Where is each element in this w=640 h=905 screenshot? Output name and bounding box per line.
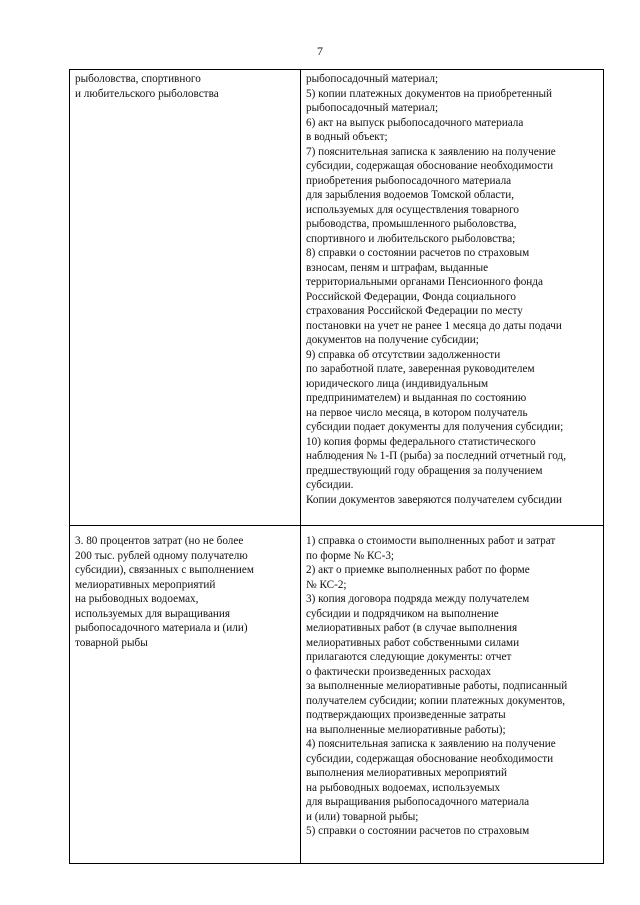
- text-line: 3) копия договора подряда между получателем: [306, 593, 530, 605]
- text-line: 7) пояснительная записка к заявлению на получение: [306, 145, 556, 158]
- text-line: наблюдения № 1-П (рыба) за последний отчетный год,: [306, 450, 567, 462]
- text-line: взносам, пеням и штрафам, выданные: [306, 261, 489, 274]
- table-cell-left: [70, 526, 301, 864]
- text-line: приобретения рыбопосадочного материала: [306, 174, 512, 187]
- text-line: рыбопосадочного материала и (или): [75, 622, 248, 634]
- text-line: для зарыбления водоемов Томской области,: [306, 189, 515, 201]
- text-line: юридического лица (индивидуальным: [306, 377, 489, 390]
- text-line: субсидии, содержащая обоснование необходимости: [306, 160, 554, 172]
- text-line: субсидии подает документы для получения субсидии;: [306, 421, 564, 433]
- text-line: постановки на учет не ранее 1 месяца до даты подачи: [306, 319, 562, 332]
- text-line: рыбоводства, промышленного рыболовства,: [306, 218, 517, 230]
- text-line: документов на получение субсидии;: [306, 334, 479, 346]
- text-line: 5) копии платежных документов на приобретенный: [306, 87, 553, 100]
- table-row: [70, 526, 604, 864]
- text-line: за выполненные мелиоративные работы, подписанный: [306, 680, 568, 692]
- text-line: о фактически произведенных расходах: [306, 665, 492, 678]
- text-line: 2) акт о приемке выполненных работ по форме: [306, 564, 530, 576]
- table-row: [70, 70, 604, 526]
- text-line: Российской Федерации, Фонда социального: [306, 290, 516, 303]
- text-line: в водный объект;: [306, 131, 388, 143]
- page-number: 7: [317, 44, 323, 58]
- text-line: товарной рыбы: [75, 636, 148, 649]
- text-line: предшествующий году обращения за получением: [306, 464, 543, 477]
- text-line: 3. 80 процентов затрат (но не более: [75, 535, 244, 547]
- table-cell-left: [70, 70, 301, 526]
- text-line: 4) пояснительная записка к заявлению на получение: [306, 738, 556, 750]
- text-line: № КС-2;: [306, 578, 347, 591]
- text-line: территориальными органами Пенсионного фонда: [306, 276, 543, 288]
- text-line: субсидии), связанных с выполнением: [75, 564, 254, 576]
- text-line: используемых для выращивания: [75, 607, 231, 620]
- text-line: на рыбоводных водоемах, используемых: [306, 781, 501, 794]
- text-line: получателем субсидии; копии платежных документов,: [306, 694, 566, 707]
- text-line: Копии документов заверяются получателем субсидии: [306, 493, 562, 506]
- text-line: рыболовства, спортивного: [75, 73, 201, 85]
- text-line: субсидии.: [306, 479, 354, 491]
- text-line: и любительского рыболовства: [75, 87, 219, 100]
- document-table: [69, 69, 604, 864]
- text-line: страхования Российской Федерации по месту: [306, 305, 523, 317]
- text-line: 8) справки о состоянии расчетов по страховым: [306, 247, 530, 259]
- text-line: на первое число месяца, в котором получатель: [306, 406, 528, 419]
- text-line: 200 тыс. рублей одному получателю: [75, 549, 248, 562]
- text-line: 10) копия формы федерального статистического: [306, 435, 536, 448]
- text-line: спортивного и любительского рыболовства;: [306, 232, 516, 245]
- text-line: для выращивания рыбопосадочного материала: [306, 796, 530, 808]
- text-line: 1) справка о стоимости выполненных работ и затрат: [306, 535, 556, 547]
- text-line: субсидии, содержащая обоснование необходимости: [306, 752, 554, 765]
- text-line: на выполненные мелиоративные работы);: [306, 723, 506, 736]
- text-line: мелиоративных работ (в случае выполнения: [306, 622, 518, 634]
- text-line: и (или) товарной рыбы;: [306, 810, 419, 823]
- text-line: мелиоративных работ собственными силами: [306, 636, 520, 649]
- text-line: прилагаются следующие документы: отчет: [306, 651, 512, 663]
- text-line: по форме № КС-3;: [306, 549, 395, 562]
- table-cell-right: [301, 70, 604, 526]
- text-line: субсидии и подрядчиком на выполнение: [306, 607, 499, 620]
- text-line: 5) справки о состоянии расчетов по страховым: [306, 825, 530, 837]
- text-line: выполнения мелиоративных мероприятий: [306, 767, 508, 779]
- text-line: используемых для осуществления товарного: [306, 203, 519, 216]
- text-line: рыбопосадочный материал;: [306, 102, 439, 114]
- text-line: по заработной плате, заверенная руководителем: [306, 363, 535, 375]
- text-line: 9) справка об отсутствии задолженности: [306, 348, 501, 361]
- text-line: на рыбоводных водоемах,: [75, 593, 199, 605]
- text-line: подтверждающих произведенные затраты: [306, 709, 506, 721]
- text-line: предпринимателем) и выданная по состоянию: [306, 392, 527, 404]
- text-line: рыбопосадочный материал;: [306, 73, 439, 85]
- text-line: 6) акт на выпуск рыбопосадочного материала: [306, 116, 524, 129]
- table-cell-right: [301, 526, 604, 864]
- text-line: мелиоративных мероприятий: [75, 578, 216, 591]
